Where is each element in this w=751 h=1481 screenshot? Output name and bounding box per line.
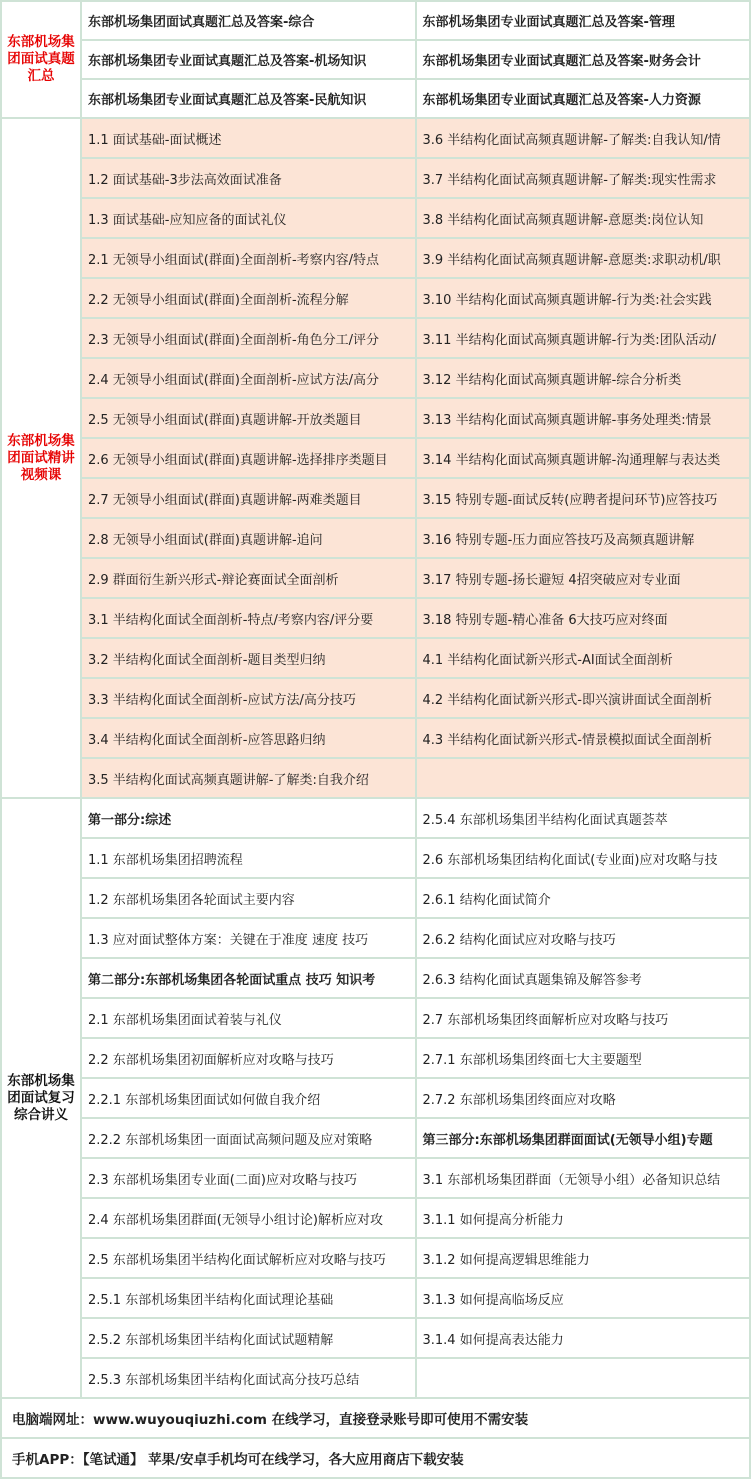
study-notes-row <box>2 839 749 877</box>
notes-chapter-link[interactable]: 2.5 东部机场集团半结构化面试解析应对攻略与技巧 <box>82 1239 415 1277</box>
video-lesson-link[interactable]: 2.4 无领导小组面试(群面)全面剖析-应试方法/高分 <box>82 359 415 397</box>
video-lesson-link[interactable]: 1.2 面试基础-3步法高效面试准备 <box>82 159 415 197</box>
study-notes-row <box>2 1119 749 1157</box>
notes-chapter-link[interactable]: 2.7 东部机场集团终面解析应对攻略与技巧 <box>417 999 750 1037</box>
video-course-row <box>2 719 749 757</box>
video-course-row <box>2 599 749 637</box>
video-lesson-link[interactable]: 1.1 面试基础-面试概述 <box>82 119 415 157</box>
notes-chapter-link[interactable]: 2.2 东部机场集团初面解析应对攻略与技巧 <box>82 1039 415 1077</box>
video-course-row <box>2 759 749 797</box>
video-lesson-link[interactable]: 3.6 半结构化面试高频真题讲解-了解类:自我认知/情 <box>417 119 750 157</box>
notes-chapter-link[interactable]: 3.1.3 如何提高临场反应 <box>417 1279 750 1317</box>
study-notes-row <box>2 879 749 917</box>
video-lesson-link[interactable]: 2.9 群面衍生新兴形式-辩论赛面试全面剖析 <box>82 559 415 597</box>
study-notes-row <box>2 959 749 997</box>
video-lesson-link[interactable]: 3.14 半结构化面试高频真题讲解-沟通理解与表达类 <box>417 439 750 477</box>
video-lesson-link[interactable]: 3.12 半结构化面试高频真题讲解-综合分析类 <box>417 359 750 397</box>
video-course-row <box>2 679 749 717</box>
video-lesson-link[interactable]: 2.1 无领导小组面试(群面)全面剖析-考察内容/特点 <box>82 239 415 277</box>
video-lesson-link[interactable]: 3.16 特别专题-压力面应答技巧及高频真题讲解 <box>417 519 750 557</box>
notes-chapter-link[interactable]: 2.5.2 东部机场集团半结构化面试试题精解 <box>82 1319 415 1357</box>
exam-questions-link[interactable]: 东部机场集团专业面试真题汇总及答案-管理 <box>417 2 750 39</box>
video-lesson-link[interactable]: 3.4 半结构化面试全面剖析-应答思路归纳 <box>82 719 415 757</box>
video-lesson-link[interactable]: 3.10 半结构化面试高频真题讲解-行为类:社会实践 <box>417 279 750 317</box>
video-lesson-link[interactable]: 3.8 半结构化面试高频真题讲解-意愿类:岗位认知 <box>417 199 750 237</box>
notes-part-heading: 第三部分:东部机场集团群面面试(无领导小组)专题 <box>417 1119 750 1157</box>
video-course-row <box>2 559 749 597</box>
empty-cell <box>417 759 750 797</box>
study-notes-row <box>2 1199 749 1237</box>
video-lesson-link[interactable]: 4.2 半结构化面试新兴形式-即兴演讲面试全面剖析 <box>417 679 750 717</box>
video-lesson-link[interactable]: 2.2 无领导小组面试(群面)全面剖析-流程分解 <box>82 279 415 317</box>
notes-chapter-link[interactable]: 3.1.1 如何提高分析能力 <box>417 1199 750 1237</box>
notes-part-heading: 第一部分:综述 <box>82 799 415 837</box>
notes-chapter-link[interactable]: 1.2 东部机场集团各轮面试主要内容 <box>82 879 415 917</box>
study-notes-row <box>2 1159 749 1197</box>
course-table-body <box>2 2 749 1477</box>
footer-website-text: 电脑端网址：www.wuyouqiuzhi.com 在线学习，直接登录账号即可使用不需安装 <box>2 1399 749 1437</box>
footer-row <box>2 1399 749 1437</box>
video-lesson-link[interactable]: 3.17 特别专题-扬长避短 4招突破应对专业面 <box>417 559 750 597</box>
video-lesson-link[interactable]: 2.3 无领导小组面试(群面)全面剖析-角色分工/评分 <box>82 319 415 357</box>
study-notes-row <box>2 1239 749 1277</box>
exam-questions-row <box>2 41 749 78</box>
video-lesson-link[interactable]: 3.5 半结构化面试高频真题讲解-了解类:自我介绍 <box>82 759 415 797</box>
notes-chapter-link[interactable]: 2.7.1 东部机场集团终面七大主要题型 <box>417 1039 750 1077</box>
video-lesson-link[interactable]: 3.7 半结构化面试高频真题讲解-了解类:现实性需求 <box>417 159 750 197</box>
video-lesson-link[interactable]: 2.6 无领导小组面试(群面)真题讲解-选择排序类题目 <box>82 439 415 477</box>
video-lesson-link[interactable]: 2.8 无领导小组面试(群面)真题讲解-追问 <box>82 519 415 557</box>
video-course-row <box>2 159 749 197</box>
video-course-row <box>2 239 749 277</box>
study-notes-row <box>2 799 749 837</box>
exam-questions-row <box>2 2 749 39</box>
notes-chapter-link[interactable]: 2.6 东部机场集团结构化面试(专业面)应对攻略与技 <box>417 839 750 877</box>
video-lesson-link[interactable]: 1.3 面试基础-应知应备的面试礼仪 <box>82 199 415 237</box>
exam-questions-link[interactable]: 东部机场集团专业面试真题汇总及答案-财务会计 <box>417 41 750 78</box>
notes-chapter-link[interactable]: 2.2.2 东部机场集团一面面试高频问题及应对策略 <box>82 1119 415 1157</box>
video-course-row <box>2 639 749 677</box>
video-course-row <box>2 399 749 437</box>
video-lesson-link[interactable]: 3.3 半结构化面试全面剖析-应试方法/高分技巧 <box>82 679 415 717</box>
notes-chapter-link[interactable]: 2.1 东部机场集团面试着装与礼仪 <box>82 999 415 1037</box>
video-lesson-link[interactable]: 2.5 无领导小组面试(群面)真题讲解-开放类题目 <box>82 399 415 437</box>
exam-questions-link[interactable]: 东部机场集团面试真题汇总及答案-综合 <box>82 2 415 39</box>
video-lesson-link[interactable]: 3.15 特别专题-面试反转(应聘者提问环节)应答技巧 <box>417 479 750 517</box>
notes-chapter-link[interactable]: 2.5.4 东部机场集团半结构化面试真题荟萃 <box>417 799 750 837</box>
section-title-video-course: 东部机场集团面试精讲视频课 <box>2 119 80 797</box>
video-course-row <box>2 319 749 357</box>
video-lesson-link[interactable]: 2.7 无领导小组面试(群面)真题讲解-两难类题目 <box>82 479 415 517</box>
empty-cell <box>417 1359 750 1397</box>
section-title-study-notes: 东部机场集团面试复习综合讲义 <box>2 799 80 1397</box>
video-course-row <box>2 119 749 157</box>
footer-app-text: 手机APP：【笔试通】 苹果/安卓手机均可在线学习，各大应用商店下载安装 <box>2 1439 749 1477</box>
study-notes-row <box>2 1359 749 1397</box>
notes-chapter-link[interactable]: 2.5.3 东部机场集团半结构化面试高分技巧总结 <box>82 1359 415 1397</box>
exam-questions-link[interactable]: 东部机场集团专业面试真题汇总及答案-机场知识 <box>82 41 415 78</box>
notes-chapter-link[interactable]: 2.4 东部机场集团群面(无领导小组讨论)解析应对攻 <box>82 1199 415 1237</box>
exam-questions-row <box>2 80 749 117</box>
video-course-row <box>2 519 749 557</box>
notes-chapter-link[interactable]: 2.5.1 东部机场集团半结构化面试理论基础 <box>82 1279 415 1317</box>
study-notes-row <box>2 1319 749 1357</box>
video-lesson-link[interactable]: 3.9 半结构化面试高频真题讲解-意愿类:求职动机/职 <box>417 239 750 277</box>
exam-questions-link[interactable]: 东部机场集团专业面试真题汇总及答案-人力资源 <box>417 80 750 117</box>
notes-chapter-link[interactable]: 2.6.3 结构化面试真题集锦及解答参考 <box>417 959 750 997</box>
study-notes-row <box>2 1279 749 1317</box>
video-lesson-link[interactable]: 3.13 半结构化面试高频真题讲解-事务处理类:情景 <box>417 399 750 437</box>
video-lesson-link[interactable]: 4.1 半结构化面试新兴形式-AI面试全面剖析 <box>417 639 750 677</box>
video-lesson-link[interactable]: 3.18 特别专题-精心准备 6大技巧应对终面 <box>417 599 750 637</box>
video-course-row <box>2 199 749 237</box>
notes-chapter-link[interactable]: 1.1 东部机场集团招聘流程 <box>82 839 415 877</box>
study-notes-row <box>2 1039 749 1077</box>
video-course-row <box>2 359 749 397</box>
footer-row <box>2 1439 749 1477</box>
video-course-row <box>2 479 749 517</box>
study-notes-row <box>2 999 749 1037</box>
notes-chapter-link[interactable]: 1.3 应对面试整体方案：关键在于准度 速度 技巧 <box>82 919 415 957</box>
notes-chapter-link[interactable]: 3.1.4 如何提高表达能力 <box>417 1319 750 1357</box>
video-lesson-link[interactable]: 3.11 半结构化面试高频真题讲解-行为类:团队活动/ <box>417 319 750 357</box>
study-notes-row <box>2 919 749 957</box>
section-title-exam-questions: 东部机场集团面试真题汇总 <box>2 2 80 117</box>
notes-chapter-link[interactable]: 2.7.2 东部机场集团终面应对攻略 <box>417 1079 750 1117</box>
video-course-row <box>2 279 749 317</box>
study-notes-row <box>2 1079 749 1117</box>
notes-chapter-link[interactable]: 2.3 东部机场集团专业面(二面)应对攻略与技巧 <box>82 1159 415 1197</box>
video-course-row <box>2 439 749 477</box>
video-lesson-link[interactable]: 4.3 半结构化面试新兴形式-情景模拟面试全面剖析 <box>417 719 750 757</box>
notes-chapter-link[interactable]: 3.1 东部机场集团群面（无领导小组）必备知识总结 <box>417 1159 750 1197</box>
notes-chapter-link[interactable]: 3.1.2 如何提高逻辑思维能力 <box>417 1239 750 1277</box>
video-lesson-link[interactable]: 3.1 半结构化面试全面剖析-特点/考察内容/评分要 <box>82 599 415 637</box>
notes-chapter-link[interactable]: 2.2.1 东部机场集团面试如何做自我介绍 <box>82 1079 415 1117</box>
notes-chapter-link[interactable]: 2.6.2 结构化面试应对攻略与技巧 <box>417 919 750 957</box>
exam-questions-link[interactable]: 东部机场集团专业面试真题汇总及答案-民航知识 <box>82 80 415 117</box>
notes-part-heading: 第二部分:东部机场集团各轮面试重点 技巧 知识考 <box>82 959 415 997</box>
notes-chapter-link[interactable]: 2.6.1 结构化面试简介 <box>417 879 750 917</box>
video-lesson-link[interactable]: 3.2 半结构化面试全面剖析-题目类型归纳 <box>82 639 415 677</box>
